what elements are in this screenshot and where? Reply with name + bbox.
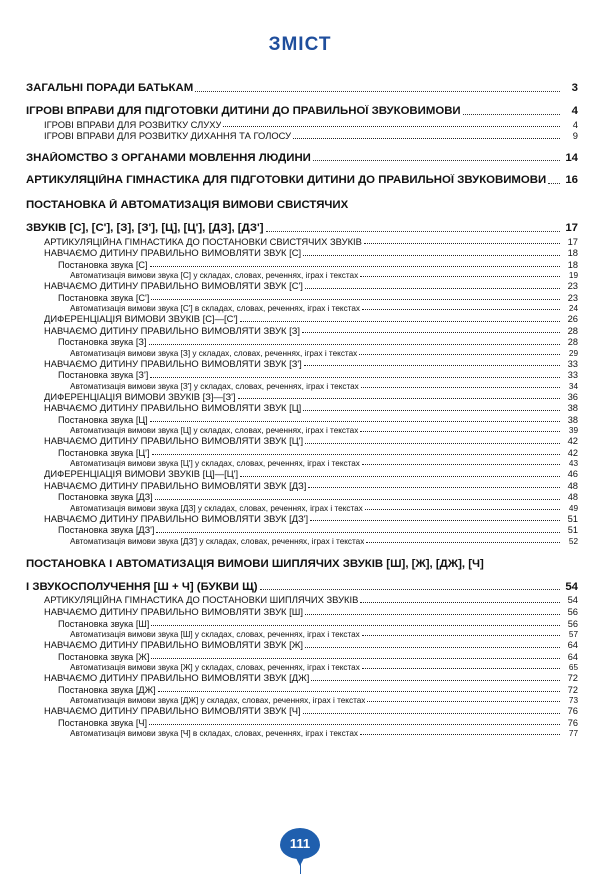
toc-entry-label: АРТИКУЛЯЦІЙНА ГІМНАСТИКА ДЛЯ ПІДГОТОВКИ ДИТИНИ ДО ПРАВИЛЬНОЇ ЗВУКОВИМОВИ — [26, 174, 547, 187]
toc-leader-dots — [240, 476, 560, 477]
toc-leader-dots — [310, 520, 560, 521]
toc-entry-page: 48 — [567, 492, 578, 503]
toc-leader-dots — [362, 668, 560, 669]
toc-leader-dots — [305, 647, 560, 648]
toc-entry[interactable] — [26, 248, 578, 259]
toc-entry[interactable] — [26, 673, 578, 684]
page-number: 111 — [289, 836, 311, 851]
toc-entry-page: 73 — [568, 695, 578, 705]
toc-entry[interactable] — [26, 370, 578, 380]
toc-entry-page: 17 — [565, 221, 578, 234]
toc-entry[interactable] — [26, 436, 578, 447]
toc-entry-page: 64 — [567, 638, 578, 650]
toc-leader-dots — [362, 464, 560, 465]
toc-entry-page: 42 — [567, 447, 578, 458]
toc-entry[interactable] — [26, 525, 578, 535]
toc-entry-page: 26 — [567, 313, 578, 325]
toc-leader-dots — [308, 487, 560, 488]
toc-entry-label: ЗНАЙОМСТВО З ОРГАНАМИ МОВЛЕННЯ ЛЮДИНИ — [26, 151, 311, 164]
toc-entry-page: 48 — [567, 479, 578, 491]
toc-leader-dots — [463, 114, 560, 115]
toc-leader-dots — [302, 332, 560, 333]
toc-leader-dots — [303, 410, 560, 411]
toc-entry-label: Автоматизація вимови звука [Ц'] у складах, словах, реченнях, іграх і текстах — [70, 459, 360, 469]
toc-entry[interactable] — [26, 271, 578, 280]
toc-entry-page: 51 — [567, 512, 578, 524]
toc-entry-page: 51 — [567, 525, 578, 536]
toc-entry-label: Постановка звука [Ц'] — [58, 447, 150, 458]
toc-entry-page: 39 — [568, 426, 578, 436]
toc-entry-page: 24 — [568, 304, 578, 314]
toc-leader-dots — [305, 288, 560, 289]
toc-entry-page: 23 — [567, 280, 578, 292]
toc-entry-label: І ЗВУКОСПОЛУЧЕННЯ [Ш + Ч] (БУКВИ Щ) — [26, 580, 258, 593]
toc-leader-dots — [149, 724, 560, 725]
toc-entry[interactable] — [26, 652, 578, 662]
toc-entry-page: 72 — [567, 684, 578, 695]
toc-entry-label: Автоматизація вимови звука [З'] у складах, словах, реченнях, іграх і текстах — [70, 381, 359, 391]
toc-leader-dots — [362, 309, 560, 310]
toc-entry-label: НАВЧАЄМО ДИТИНУ ПРАВИЛЬНО ВИМОВЛЯТИ ЗВУК [З] — [44, 325, 300, 336]
toc-leader-dots — [293, 138, 560, 139]
toc-entry-label: Постановка звука [ДЖ] — [58, 684, 156, 695]
toc-entry-label: АРТИКУЛЯЦІЙНА ГІМНАСТИКА ДО ПОСТАНОВКИ ШИПЛЯЧИХ ЗВУКІВ — [44, 595, 359, 606]
toc-entry-label: НАВЧАЄМО ДИТИНУ ПРАВИЛЬНО ВИМОВЛЯТИ ЗВУК [Ж] — [44, 639, 303, 650]
page-footer — [0, 828, 600, 859]
toc-entry-label: ДИФЕРЕНЦІАЦІЯ ВИМОВИ ЗВУКІВ [С]—[С'] — [44, 314, 238, 325]
toc-entry-label: НАВЧАЄМО ДИТИНУ ПРАВИЛЬНО ВИМОВЛЯТИ ЗВУК [С'] — [44, 281, 303, 292]
toc-entry[interactable] — [26, 260, 578, 270]
toc-entry-page: 76 — [567, 705, 578, 717]
toc-entry[interactable] — [26, 685, 578, 695]
toc-entry-page: 29 — [568, 348, 578, 358]
toc-entry[interactable] — [26, 120, 578, 131]
toc-entry-page: 52 — [568, 536, 578, 546]
toc-leader-dots — [158, 691, 560, 692]
toc-entry-label: НАВЧАЄМО ДИТИНУ ПРАВИЛЬНО ВИМОВЛЯТИ ЗВУК [ДЖ] — [44, 673, 310, 683]
toc-entry-label: ЗВУКІВ [С], [С'], [З], [З'], [Ц], [Ц'], [ДЗ], [ДЗ'] — [26, 221, 264, 234]
toc-leader-dots — [303, 255, 560, 256]
toc-entry-page: 18 — [567, 259, 578, 270]
toc-entry[interactable] — [26, 426, 578, 435]
toc-entry-label: Постановка звука [З'] — [58, 370, 149, 381]
toc-entry[interactable] — [26, 663, 578, 672]
toc-entry-label: Постановка звука [З] — [58, 337, 147, 348]
toc-entry-label: Постановка звука [Ш] — [58, 618, 150, 629]
toc-leader-dots — [304, 365, 560, 366]
toc-leader-dots — [238, 398, 560, 399]
toc-entry[interactable] — [26, 349, 578, 358]
toc-entry[interactable] — [26, 459, 578, 468]
toc-entry-label: ДИФЕРЕНЦІАЦІЯ ВИМОВИ ЗВУКІВ [З]—[З'] — [44, 391, 236, 402]
toc-entry[interactable] — [26, 337, 578, 347]
page-number-balloon — [280, 828, 320, 859]
toc-entry-page: 43 — [568, 459, 578, 469]
toc-entry-page: 33 — [567, 370, 578, 381]
toc-entry[interactable] — [26, 718, 578, 728]
toc-entry[interactable] — [26, 595, 578, 606]
toc-entry[interactable] — [26, 640, 578, 651]
toc-entry-page: 28 — [567, 337, 578, 348]
toc-entry-page: 56 — [567, 605, 578, 617]
toc-entry-label: Автоматизація вимови звука [ДЗ'] у складах, словах, реченнях, іграх і текстах — [70, 536, 365, 546]
toc-entry-page: 18 — [567, 247, 578, 259]
toc-entry-label: Постановка звука [Ж] — [58, 651, 150, 662]
toc-leader-dots — [240, 321, 560, 322]
toc-entry[interactable] — [26, 607, 578, 618]
toc-entry-page: 57 — [568, 629, 578, 639]
toc-entry-label: НАВЧАЄМО ДИТИНУ ПРАВИЛЬНО ВИМОВЛЯТИ ЗВУК [ДЗ] — [44, 480, 307, 491]
toc-entry-page: 23 — [567, 292, 578, 303]
balloon-tail-icon — [300, 864, 301, 874]
toc-entry-label: НАВЧАЄМО ДИТИНУ ПРАВИЛЬНО ВИМОВЛЯТИ ЗВУК [Ц] — [44, 403, 302, 414]
toc-leader-dots — [313, 160, 560, 161]
toc-entry-page: 38 — [567, 414, 578, 425]
toc-entry-page: 65 — [568, 662, 578, 672]
toc-entry-page: 4 — [571, 104, 578, 117]
toc-leader-dots — [364, 243, 560, 244]
toc-entry-page: 77 — [568, 728, 578, 738]
toc-leader-dots — [305, 614, 560, 615]
toc-entry[interactable] — [26, 82, 578, 95]
toc-leader-dots — [223, 126, 560, 127]
toc-entry[interactable] — [26, 105, 578, 118]
toc-leader-dots — [305, 443, 560, 444]
toc-leader-dots — [366, 542, 560, 543]
toc-leader-dots — [149, 344, 561, 345]
toc-entry[interactable] — [26, 492, 578, 502]
toc-leader-dots — [150, 421, 560, 422]
toc-entry-label: ПОСТАНОВКА Й АВТОМАТИЗАЦІЯ ВИМОВИ СВИСТЯЧИХ — [26, 199, 349, 212]
toc-entry-label: Автоматизація вимови звука [С'] в складах, словах, реченнях, іграх і текстах — [70, 304, 361, 314]
toc-leader-dots — [362, 635, 560, 636]
toc-entry[interactable] — [26, 222, 578, 235]
toc-leader-dots — [195, 91, 560, 92]
toc-entry-page: 54 — [567, 594, 578, 606]
toc-entry[interactable] — [26, 314, 578, 325]
toc-entry-label: Постановка звука [Ц] — [58, 414, 148, 425]
toc-entry-label: Постановка звука [С] — [58, 259, 148, 270]
toc-leader-dots — [367, 701, 560, 702]
toc-entry[interactable] — [26, 174, 578, 187]
toc-entry-label: ЗАГАЛЬНІ ПОРАДИ БАТЬКАМ — [26, 82, 194, 94]
toc-leader-dots — [150, 266, 560, 267]
toc-entry[interactable] — [26, 504, 578, 513]
toc-entry-page: 34 — [568, 381, 578, 391]
toc-leader-dots — [360, 276, 560, 277]
toc-entry-page: 38 — [567, 402, 578, 414]
toc-entry-page: 9 — [572, 130, 578, 142]
toc-entry-label: ІГРОВІ ВПРАВИ ДЛЯ РОЗВИТКУ ДИХАННЯ ТА ГОЛОСУ — [44, 131, 292, 142]
toc-entry[interactable] — [26, 131, 578, 142]
toc-leader-dots — [365, 509, 560, 510]
toc-entry-page: 28 — [567, 324, 578, 336]
toc-entry[interactable] — [26, 281, 578, 292]
toc-entry-label: ДИФЕРЕНЦІАЦІЯ ВИМОВИ ЗВУКІВ [Ц]—[Ц'] — [44, 469, 239, 480]
toc-entry-page: 19 — [568, 271, 578, 281]
toc-entry-page: 17 — [567, 235, 578, 247]
toc-entry-label: Автоматизація вимови звука [ДЗ] у складах, словах, реченнях, іграх і текстах — [70, 503, 363, 513]
toc-leader-dots — [151, 658, 560, 659]
toc-entry-label: АРТИКУЛЯЦІЙНА ГІМНАСТИКА ДО ПОСТАНОВКИ СВИСТЯЧИХ ЗВУКІВ — [44, 236, 362, 247]
toc-entry[interactable] — [26, 382, 578, 391]
toc-entry-label: НАВЧАЄМО ДИТИНУ ПРАВИЛЬНО ВИМОВЛЯТИ ЗВУК [С] — [44, 248, 302, 259]
toc-entry[interactable] — [26, 403, 578, 414]
toc-entry[interactable] — [26, 696, 578, 705]
toc-entry[interactable] — [26, 448, 578, 458]
toc-entry-page: 36 — [567, 390, 578, 402]
toc-leader-dots — [359, 354, 560, 355]
toc-entry[interactable] — [26, 706, 578, 717]
toc-entry-label: Автоматизація вимови звука [Ц] у складах, словах, реченнях, іграх і текстах — [70, 426, 359, 436]
toc-entry-label: НАВЧАЄМО ДИТИНУ ПРАВИЛЬНО ВИМОВЛЯТИ ЗВУК [Ш] — [44, 606, 303, 617]
toc-leader-dots — [151, 299, 560, 300]
toc-entry[interactable] — [26, 326, 578, 337]
toc-entry-label: Постановка звука [ДЗ'] — [58, 525, 155, 536]
page-title: ЗМІСТ — [268, 34, 332, 55]
toc-entry-label: ІГРОВІ ВПРАВИ ДЛЯ ПІДГОТОВКИ ДИТИНИ ДО ПРАВИЛЬНОЇ ЗВУКОВИМОВИ — [26, 104, 461, 117]
toc-entry-page: 46 — [567, 468, 578, 480]
toc-entry-label: Автоматизація вимови звука [Ч] в складах, словах, реченнях, іграх і текстах — [70, 728, 358, 738]
toc-entry[interactable] — [26, 514, 578, 525]
toc-entry-label: ПОСТАНОВКА І АВТОМАТИЗАЦІЯ ВИМОВИ ШИПЛЯЧИХ ЗВУКІВ [Ш], [Ж], [ДЖ], [Ч] — [26, 557, 484, 570]
toc-entry[interactable] — [26, 537, 578, 546]
toc-entry[interactable] — [26, 293, 578, 303]
toc-leader-dots — [260, 589, 560, 590]
toc-leader-dots — [311, 680, 560, 681]
toc-entry[interactable] — [26, 415, 578, 425]
toc-entry-label: Автоматизація вимови звука [С] у складах, словах, реченнях, іграх і текстах — [70, 271, 359, 281]
toc-entry[interactable] — [26, 481, 578, 492]
toc-entry-label: Автоматизація вимови звука [Ш] у складах, словах, реченнях, іграх і текстах — [70, 629, 360, 639]
toc-entry-page: 54 — [565, 580, 578, 593]
toc-entry-label: Автоматизація вимови звука [ДЖ] у складах, словах, реченнях, іграх і текстах — [70, 695, 366, 705]
toc-leader-dots — [155, 499, 560, 500]
toc-leader-dots — [152, 454, 561, 455]
toc-entry-page: 64 — [567, 651, 578, 662]
toc-entry[interactable] — [26, 619, 578, 629]
toc-leader-dots — [360, 734, 560, 735]
toc-entry[interactable] — [26, 304, 578, 313]
toc-leader-dots — [361, 387, 560, 388]
toc-entry-label: ІГРОВІ ВПРАВИ ДЛЯ РОЗВИТКУ СЛУХУ — [44, 119, 222, 130]
toc-entry[interactable] — [26, 630, 578, 639]
toc-entry[interactable] — [26, 359, 578, 370]
toc-entry-page: 72 — [567, 672, 578, 683]
toc-leader-dots — [156, 532, 560, 533]
toc-entry-label: НАВЧАЄМО ДИТИНУ ПРАВИЛЬНО ВИМОВЛЯТИ ЗВУК [З'] — [44, 358, 302, 369]
toc-entry-label: Постановка звука [ДЗ] — [58, 492, 153, 503]
toc-entry-page: 76 — [567, 717, 578, 728]
toc-entry-page: 42 — [567, 435, 578, 447]
toc-leader-dots — [303, 713, 560, 714]
toc-entry-label: Постановка звука [С'] — [58, 292, 150, 303]
toc-entry-label: НАВЧАЄМО ДИТИНУ ПРАВИЛЬНО ВИМОВЛЯТИ ЗВУК [Ч] — [44, 706, 301, 717]
toc-leader-dots — [360, 431, 560, 432]
toc-entry-page: 4 — [572, 118, 578, 130]
toc-entry-label: Постановка звука [Ч] — [58, 717, 148, 728]
toc-entry-page: 49 — [568, 503, 578, 513]
toc-entry-page: 33 — [567, 357, 578, 369]
toc-entry[interactable] — [26, 469, 578, 480]
toc-entry-label: Автоматизація вимови звука [Ж] у складах, словах, реченнях, іграх і текстах — [70, 662, 360, 672]
toc-entry-label: Автоматизація вимови звука [З] у складах, словах, реченнях, іграх і текстах — [70, 348, 358, 358]
toc-leader-dots — [266, 231, 561, 232]
toc-leader-dots — [151, 625, 560, 626]
toc-leader-dots — [150, 377, 560, 378]
toc-entry-page: 16 — [565, 174, 578, 187]
toc-entry[interactable] — [26, 152, 578, 165]
toc-entry-page: 56 — [567, 618, 578, 629]
toc-entry-page: 14 — [565, 151, 578, 164]
toc-entry-page: 3 — [571, 82, 578, 94]
toc-entry[interactable] — [26, 199, 578, 212]
toc-entry[interactable] — [26, 237, 578, 248]
toc-entry[interactable] — [26, 392, 578, 403]
toc-entry[interactable] — [26, 581, 578, 594]
toc-entry[interactable] — [26, 558, 578, 571]
toc-leader-dots — [548, 183, 560, 184]
toc-entry[interactable] — [26, 729, 578, 738]
toc-entry-label: НАВЧАЄМО ДИТИНУ ПРАВИЛЬНО ВИМОВЛЯТИ ЗВУК [Ц'] — [44, 436, 304, 447]
toc-entry-label: НАВЧАЄМО ДИТИНУ ПРАВИЛЬНО ВИМОВЛЯТИ ЗВУК [ДЗ'] — [44, 513, 309, 524]
toc-leader-dots — [360, 602, 560, 603]
table-of-contents — [0, 82, 600, 738]
